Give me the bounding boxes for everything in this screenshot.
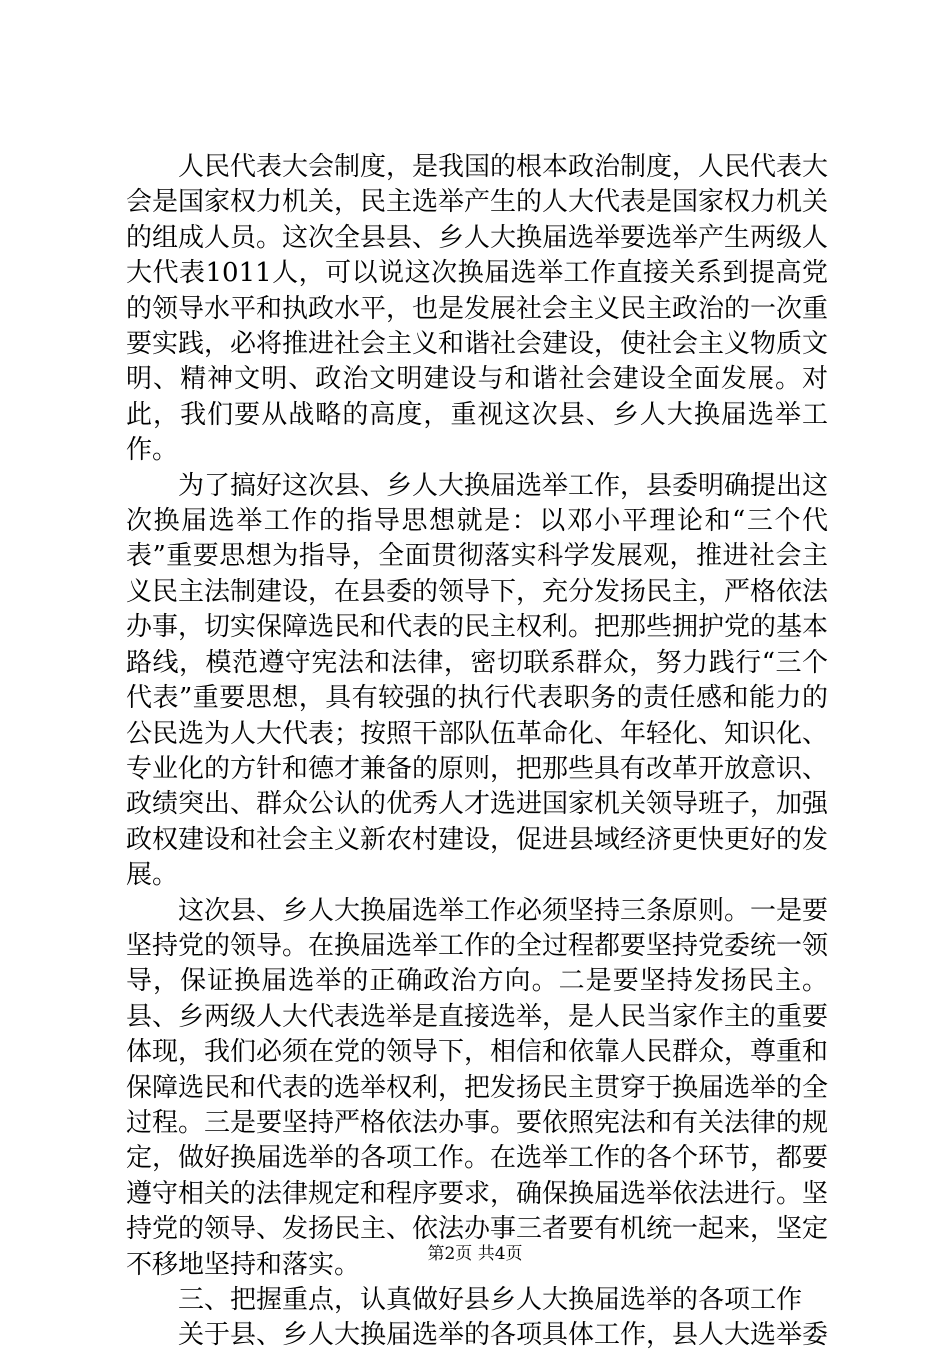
paragraph-three-principles: 这次县、乡人大换届选举工作必须坚持三条原则。一是要坚持党的领导。在换届选举工作的全过程都要坚持党委统一领导，保证换届选举的正确政治方向。二是要坚持发扬民主。县、乡两级人大代表选举是直接选举，是人民当家作主的重要体现，我们必须在党的领导下，相信和依靠人民群众，尊重和保障选民和代表的选举权利，把发扬民主贯穿于换届选举的全过程。三是要坚持严格依法办事。要依照宪法和有关法律的规定，做好换届选举的各项工作。在选举工作的各个环节，都要遵守相关的法律规定和程序要求，确保换届选举依法进行。坚持党的领导、发扬民主、依法办事三者要有机统一起来，坚定不移地坚持和落实。 <box>126 895 829 1280</box>
paragraph-guiding-thought: 为了搞好这次县、乡人大换届选举工作，县委明确提出这次换届选举工作的指导思想就是：以邓小平理论和“三个代表”重要思想为指导，全面贯彻落实科学发展观，推进社会主义民主法制建设，在县委的领导下，充分发扬民主，严格依法办事，切实保障选民和代表的民主权利。把那些拥护党的基本路线，模范遵守宪法和法律，密切联系群众，努力践行“三个代表”重要思想，具有较强的执行代表职务的责任感和能力的公民选为人大代表；按照干部队伍革命化、年轻化、知识化、专业化的方针和德才兼备的原则，把那些具有改革开放意识、政绩突出、群众公认的优秀人才选进国家机关领导班子，加强政权建设和社会主义新农村建设，促进县域经济更快更好的发展。 <box>126 470 829 891</box>
paragraph-people-congress-system: 人民代表大会制度，是我国的根本政治制度，人民代表大会是国家权力机关，民主选举产生的人大代表是国家权力机关的组成人员。这次全县县、乡人大换届选举要选举产生两级人大代表1011人，可以说这次换届选举工作直接关系到提高党的领导水平和执政水平，也是发展社会主义民主政治的一次重要实践，必将推进社会主义和谐社会建设，使社会主义物质文明、精神文明、政治文明建设与和谐社会建设全面发展。对此，我们要从战略的高度，重视这次县、乡人大换届选举工作。 <box>126 152 829 466</box>
section-heading: 三、把握重点，认真做好县乡人大换届选举的各项工作 <box>178 1285 803 1315</box>
paragraph-specific-work: 关于县、乡人大换届选举的各项具体工作，县人大选举委 <box>178 1320 829 1351</box>
page-number-footer: 第2页 共4页 <box>427 1244 523 1264</box>
document-body <box>126 150 828 1354</box>
